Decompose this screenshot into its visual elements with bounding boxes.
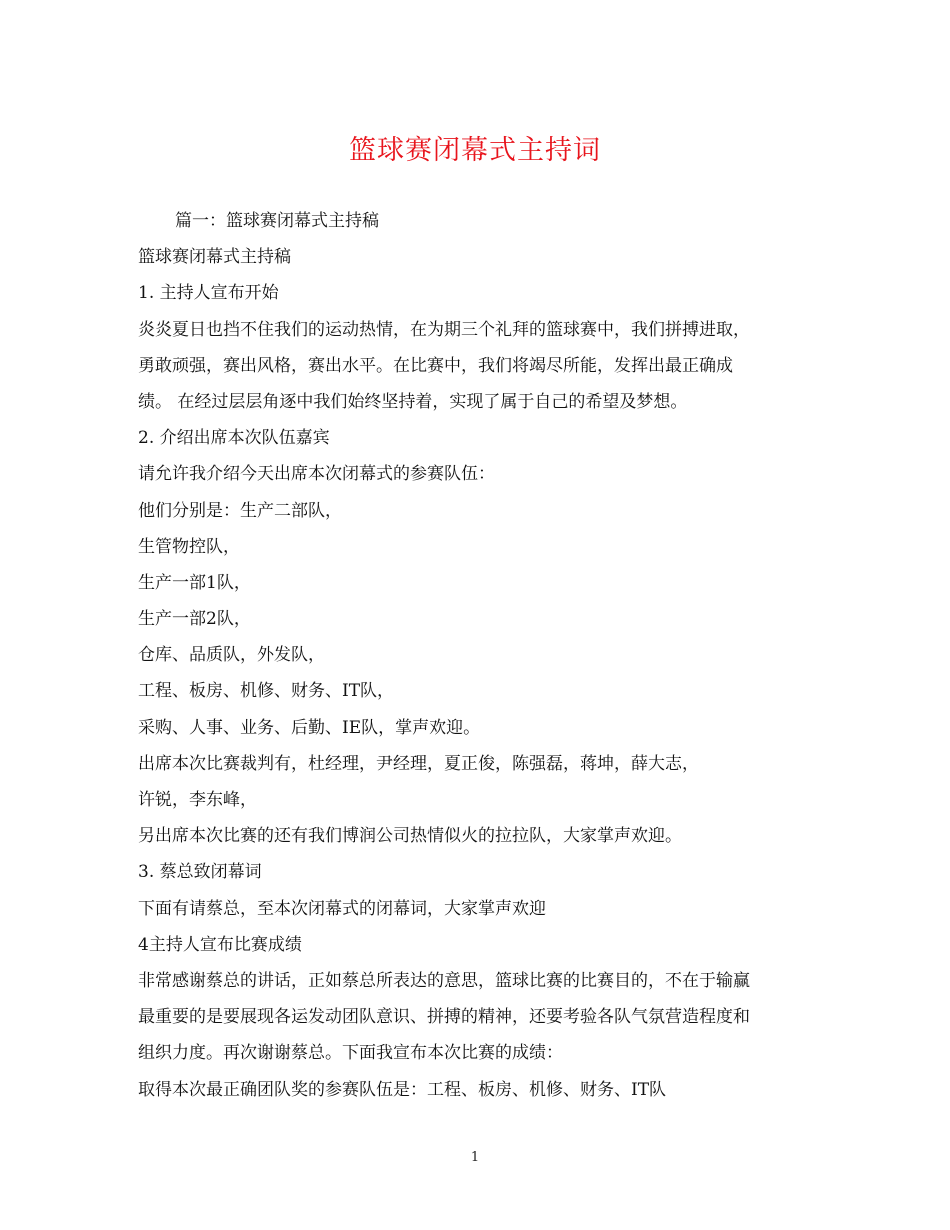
text-line: 许锐，李东峰， (138, 790, 257, 810)
text-line: 工程、板房、机修、财务、IT队， (138, 681, 395, 702)
document-body (138, 203, 828, 1108)
text-line: 3. 蔡总致闭幕词 (138, 862, 262, 883)
text-line: 出席本次比赛裁判有，杜经理，尹经理，夏正俊，陈强磊，蒋坤，薛大志， (138, 753, 699, 774)
text-line: 非常感谢蔡总的讲话，正如蔡总所表达的意思，篮球比赛的比赛目的，不在于输赢 (138, 970, 750, 991)
text-line: 最重要的是要展现各运发动团队意识、拼搏的精神，还要考验各队气氛营造程度和 (138, 1007, 750, 1028)
text-line: 生产一部1队， (138, 572, 251, 593)
text-line: 下面有请蔡总，至本次闭幕式的闭幕词，大家掌声欢迎 (138, 898, 546, 919)
text-line: 1. 主持人宣布开始 (138, 283, 279, 304)
text-line: 他们分别是：生产二部队， (138, 500, 342, 521)
page-number: 1 (470, 1150, 480, 1165)
text-line: 篮球赛闭幕式主持稿 (138, 247, 291, 268)
text-line: 篇一：篮球赛闭幕式主持稿 (175, 211, 379, 231)
text-line: 生产一部2队， (138, 609, 251, 630)
text-line: 取得本次最正确团队奖的参赛队伍是：工程、板房、机修、财务、IT队 (138, 1079, 667, 1100)
text-line: 组织力度。再次谢谢蔡总。下面我宣布本次比赛的成绩： (138, 1043, 563, 1064)
text-line: 2. 介绍出席本次队伍嘉宾 (138, 428, 330, 449)
text-line: 绩。 在经过层层角逐中我们始终坚持着，实现了属于自己的希望及梦想。 (138, 391, 688, 412)
text-line: 仓库、品质队，外发队， (138, 645, 325, 666)
text-line: 生管物控队， (138, 536, 240, 557)
text-line: 炎炎夏日也挡不住我们的运动热情，在为期三个礼拜的篮球赛中，我们拼搏进取， (138, 319, 750, 340)
text-line: 另出席本次比赛的还有我们博润公司热情似火的拉拉队，大家掌声欢迎。 (138, 826, 682, 847)
text-line: 4主持人宣布比赛成绩 (138, 934, 302, 955)
text-line: 勇敢顽强，赛出风格，赛出水平。在比赛中，我们将竭尽所能，发挥出最正确成 (138, 355, 733, 376)
document-title: 篮球赛闭幕式主持词 (349, 135, 601, 166)
text-line: 请允许我介绍今天出席本次闭幕式的参赛队伍： (138, 464, 495, 485)
text-line: 采购、人事、业务、后勤、IE队，掌声欢迎。 (138, 717, 481, 738)
